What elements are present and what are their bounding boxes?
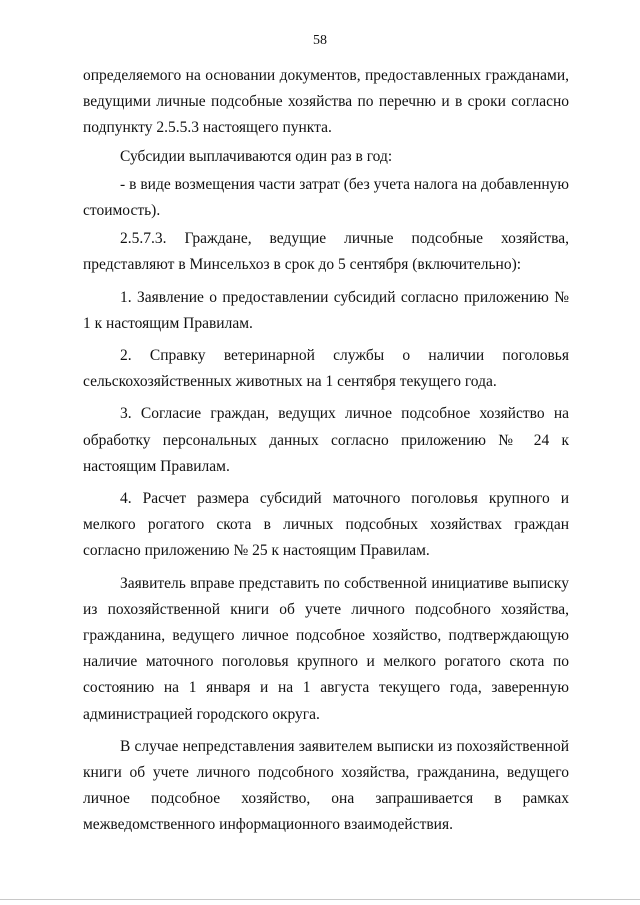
list-item-calculation: 4. Расчет размера субсидий маточного поголовья крупного и мелкого рогатого скота в личных подсобных хозяйствах граждан согласно приложению № 25 к настоящим Правилам.: [83, 490, 569, 560]
document-body: [83, 63, 569, 839]
list-item-application: 1. Заявление о предоставлении субсидий согласно приложению № 1 к настоящим Правилам.: [83, 288, 569, 332]
paragraph-section-2-5-7-3: 2.5.7.3. Граждане, ведущие личные подсобные хозяйства, представляют в Минсельхоз в срок до 5 сентября (включительно):: [83, 230, 569, 274]
paragraph-interagency-request: В случае непредставления заявителем выписки из похозяйственной книги об учете личного подсобного хозяйства, гражданина, ведущего личное подсобное хозяйство, она запрашивается в рамках межведомственного информационного взаимодействия.: [83, 737, 569, 834]
paragraph-subsidy-frequency: Субсидии выплачиваются один раз в год:: [120, 147, 393, 165]
list-item-consent: 3. Согласие граждан, ведущих личное подсобное хозяйство на обработку персональных данных согласно приложению № 24 к настоящим Правилам.: [83, 405, 569, 475]
page-number: 58: [313, 33, 327, 48]
paragraph-continuation: определяемого на основании документов, предоставленных гражданами, ведущими личные подсобные хозяйства по перечню и в сроки согласно подпункту 2.5.5.3 настоящего пункта.: [83, 67, 569, 137]
page-bottom-edge-line: [0, 899, 640, 900]
list-item-veterinary-certificate: 2. Справку ветеринарной службы о наличии поголовья сельскохозяйственных животных на 1 сентября текущего года.: [83, 347, 569, 391]
paragraph-cost-compensation: - в виде возмещения части затрат (без учета налога на добавленную стоимость).: [83, 175, 569, 220]
paragraph-applicant-extract: Заявитель вправе представить по собственной инициативе выписку из похозяйственной книги об учете личного подсобного хозяйства, гражданина, ведущего личное подсобное хозяйство, подтверждающую наличие маточного поголовья крупного и мелкого рогатого скота по состоянию на 1 января и на 1 августа текущего года, заверенную администрацией городского округа.: [83, 574, 569, 723]
